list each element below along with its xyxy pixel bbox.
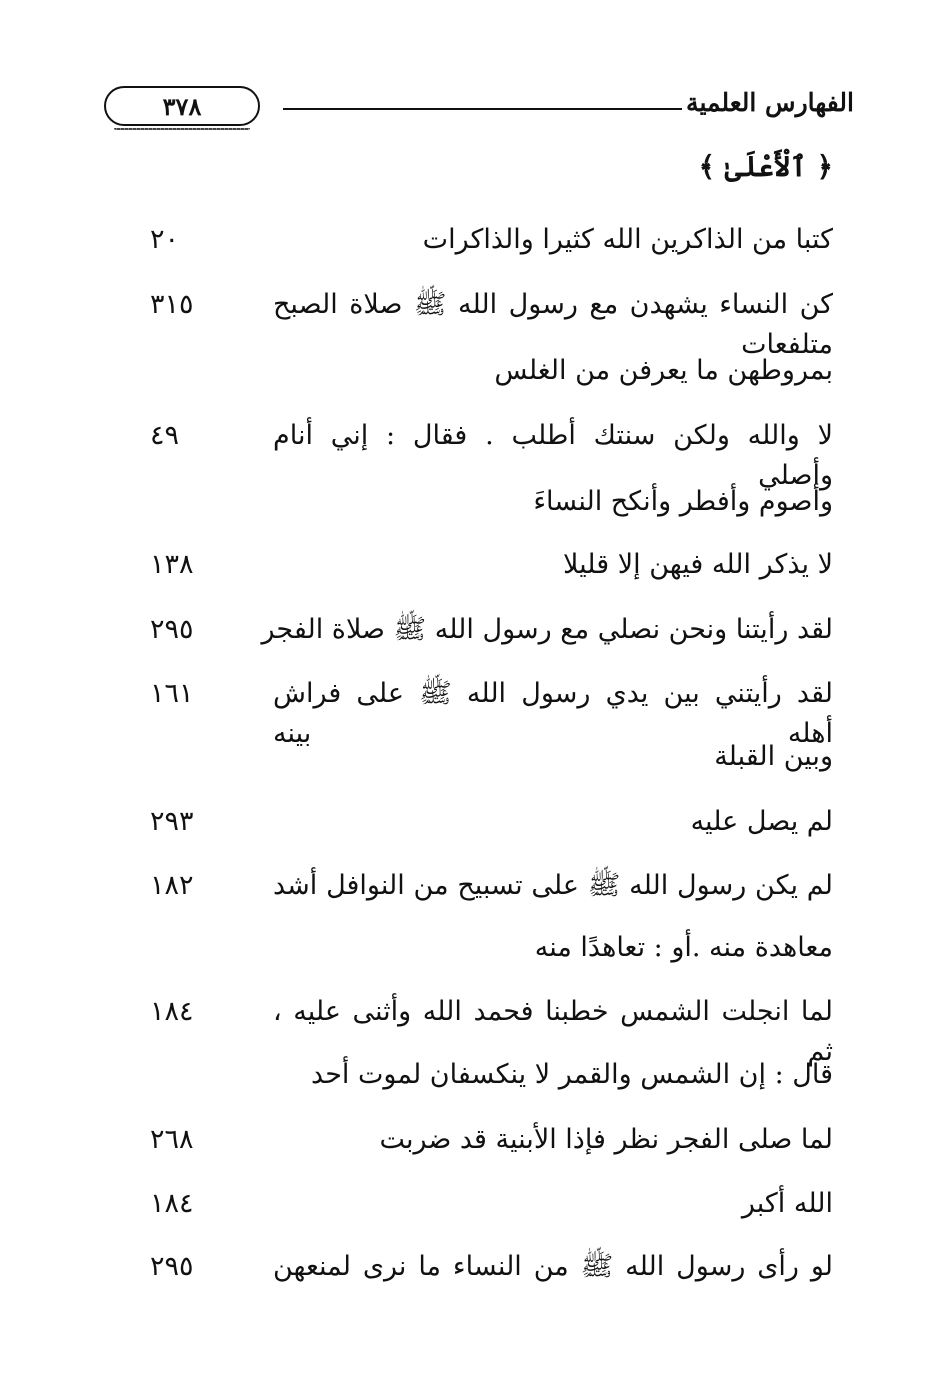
entry-page-number: ٢٠	[150, 224, 180, 255]
entry-page-number: ١٨٤	[150, 996, 194, 1027]
entry-page-number: ١٦١	[150, 678, 194, 709]
entry-text-continuation: وأصوم وأفطر وأنكح النساءَ	[533, 486, 833, 517]
entry-page-number: ٢٦٨	[150, 1124, 194, 1155]
entry-page-number: ٤٩	[150, 420, 180, 451]
section-heading: ﴿ ٱلْأَعْلَىٰ ﴾	[698, 150, 833, 183]
running-title: الفهارس العلمية	[686, 88, 854, 117]
entry-text-continuation: قال : إن الشمس والقمر لا ينكسفان لموت أحد	[311, 1059, 833, 1090]
entry-page-number: ١٨٢	[150, 870, 194, 901]
entry-text-continuation: وبين القبلة	[714, 741, 833, 772]
entry-page-number: ١٣٨	[150, 549, 194, 580]
page-number: ٣٧٨	[162, 91, 202, 121]
entry-text: الله أكبر	[741, 1188, 833, 1219]
entry-text: لم يكن رسول الله ﷺ على تسبيح من النوافل أشد	[273, 870, 833, 901]
entry-text: لما انجلت الشمس خطبنا فحمد الله وأثنى عليه ، ثم	[273, 996, 833, 1067]
entry-text-continuation: معاهدة منه .أو : تعاهدًا منه	[534, 932, 833, 963]
entry-text: كن النساء يشهدن مع رسول الله ﷺ صلاة الصبح متلفعات	[273, 289, 833, 360]
entry-text: لو رأى رسول الله ﷺ من النساء ما نرى لمنعهن	[273, 1251, 833, 1282]
entry-page-number: ٢٩٥	[150, 1251, 194, 1282]
entry-text: لا والله ولكن سنتك أطلب . فقال : إني أنام وأصلي	[273, 420, 833, 491]
entry-text: لم يصل عليه	[690, 806, 833, 837]
entry-text: لقد رأيتنا ونحن نصلي مع رسول الله ﷺ صلاة الفجر	[261, 614, 833, 645]
entry-text: كتبا من الذاكرين الله كثيرا والذاكرات	[422, 224, 833, 255]
entry-page-number: ١٨٤	[150, 1188, 194, 1219]
entry-page-number: ٣١٥	[150, 289, 194, 320]
entry-text-continuation: بمروطهن ما يعرفن من الغلس	[494, 355, 833, 386]
entry-page-number: ٢٩٥	[150, 614, 194, 645]
entry-text: لما صلى الفجر نظر فإذا الأبنية قد ضربت	[379, 1124, 833, 1155]
entry-text: لا يذكر الله فيهن إلا قليلا	[563, 549, 833, 580]
entry-text: لقد رأيتني بين يدي رسول الله ﷺ على فراش أهله بينه	[273, 678, 833, 749]
entry-page-number: ٢٩٣	[150, 806, 194, 837]
